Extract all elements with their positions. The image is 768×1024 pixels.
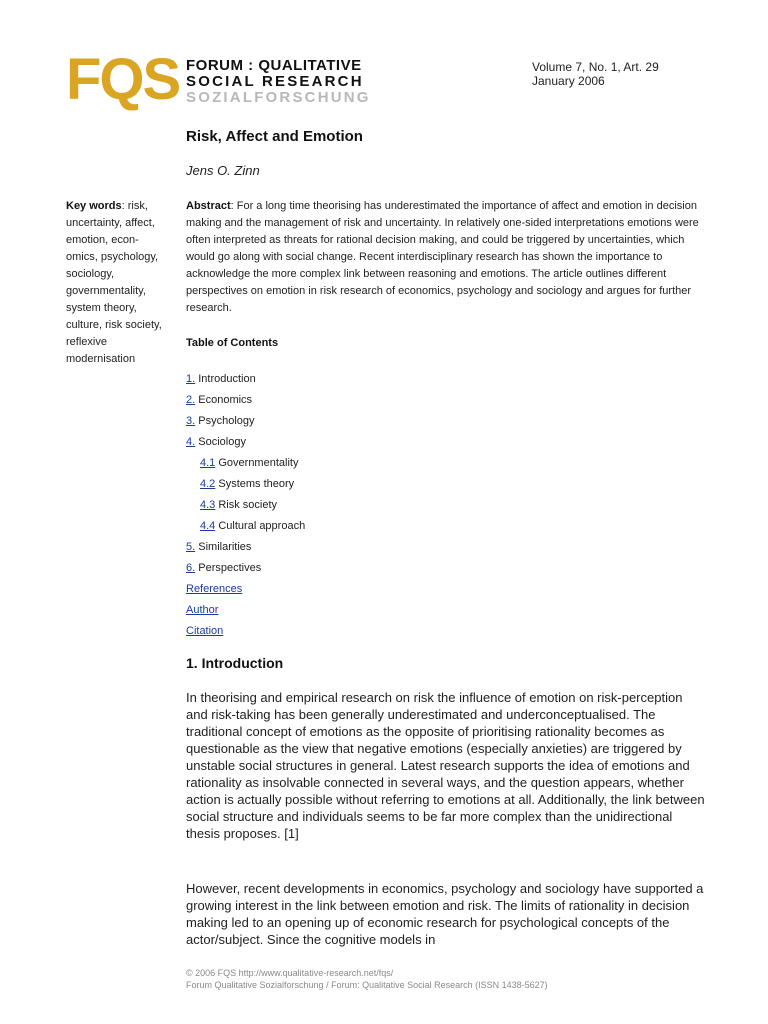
- toc-item-sociology: [186, 434, 305, 455]
- toc-link-3[interactable]: 3.: [186, 415, 196, 427]
- footer-copyright: © 2006 FQS http://www.qualitative-research.net/fqs/: [186, 968, 394, 978]
- citation-link[interactable]: Citation: [186, 625, 224, 637]
- journal-name-line3: SOZIALFORSCHUNG: [186, 89, 371, 106]
- journal-name-line2: SOCIAL RESEARCH: [186, 73, 364, 90]
- toc-link-2[interactable]: 2.: [186, 394, 196, 406]
- toc-item-cultural-approach: [186, 518, 305, 539]
- toc-heading: Table of Contents: [186, 337, 279, 349]
- volume-info: [532, 60, 659, 88]
- toc-item-references: [186, 581, 305, 602]
- toc-label: Perspectives: [198, 562, 262, 574]
- toc-link-4-1[interactable]: 4.1: [200, 457, 216, 469]
- journal-name-line1: FORUM : QUALITATIVE: [186, 57, 362, 74]
- author-link[interactable]: Author: [186, 604, 219, 616]
- toc-link-4-3[interactable]: 4.3: [200, 499, 216, 511]
- toc-item-citation: [186, 623, 305, 644]
- toc-item-risk-society: [186, 497, 305, 518]
- fqs-logo: FQS: [66, 47, 180, 112]
- abstract-label: Abstract: [186, 200, 231, 212]
- toc-item-perspectives: [186, 560, 305, 581]
- toc-link-4-4[interactable]: 4.4: [200, 520, 216, 532]
- keywords-text: : risk, uncertainty, affect, emotion, econ-omics, psychology, sociology, governmentality, system theory, culture, risk society, reflexive modernisation: [66, 200, 162, 365]
- body-paragraph: In theorising and empirical research on risk the influence of emotion on risk-perception and risk-taking has been generally underestimated and underconceptualised. The traditional concept of emotions as the opposite of prioritising rationality becomes as questionable as the view that negative emotions (especially anxieties) are triggered by unstable social structures in general. Latest research supports the idea of emotions and rationality as insolvable connected in several ways, and the question appears, whether action is actually possible without referring to emotions at all. Additionally, the link between social structure and individuals seems to be far more complex than the unidirectional thesis proposes. [1]: [186, 690, 705, 841]
- references-link[interactable]: References: [186, 583, 243, 595]
- toc-item-economics: [186, 392, 305, 413]
- toc-link-4[interactable]: 4.: [186, 436, 196, 448]
- page-footer: [186, 967, 548, 991]
- toc-label: Systems theory: [218, 478, 295, 490]
- toc-link-1[interactable]: 1.: [186, 373, 196, 385]
- toc-label: Economics: [198, 394, 253, 406]
- toc-item-introduction: [186, 371, 305, 392]
- abstract-block: [186, 198, 708, 317]
- toc-link-6[interactable]: 6.: [186, 562, 196, 574]
- abstract-text: : For a long time theorising has underestimated the importance of affect and emotion in decision making and the management of risk and uncertainty. In relatively one-sided interpretations emotions were often interpreted as threats for rational decision making, and could be triggered by uncertainties, which would go along with social change. Recent interdisciplinary research has shown the importance to acknowledge the more complex link between reasoning and emotions. The article outlines different perspectives on emotion in risk research of economics, psychology and sociology and argues for further research.: [186, 200, 699, 314]
- table-of-contents: [186, 371, 305, 644]
- toc-item-similarities: [186, 539, 305, 560]
- toc-link-5[interactable]: 5.: [186, 541, 196, 553]
- toc-label: Introduction: [198, 373, 256, 385]
- volume-number: Volume 7, No. 1, Art. 29: [532, 60, 659, 74]
- toc-item-psychology: [186, 413, 305, 434]
- journal-name: [186, 58, 371, 106]
- toc-label: Sociology: [198, 436, 246, 448]
- keywords-label: Key words: [66, 200, 122, 212]
- footer-journal: Forum Qualitative Sozialforschung / Forum: Qualitative Social Research (ISSN 1438-5627): [186, 980, 548, 990]
- toc-label: Cultural approach: [218, 520, 306, 532]
- section-heading-introduction: 1. Introduction: [186, 655, 284, 671]
- toc-item-systems-theory: [186, 476, 305, 497]
- toc-label: Risk society: [218, 499, 278, 511]
- toc-item-author: [186, 602, 305, 623]
- toc-label: Governmentality: [218, 457, 299, 469]
- body-paragraph: However, recent developments in economics, psychology and sociology have supported a growing interest in the link between emotion and risk. The limits of rationality in decision making led to an opening up of economic research for psychological concepts of the actor/subject. Since the cognitive models in: [186, 881, 704, 947]
- toc-link-4-2[interactable]: 4.2: [200, 478, 216, 490]
- publication-date: January 2006: [532, 74, 605, 88]
- toc-label: Similarities: [198, 541, 252, 553]
- article-title: Risk, Affect and Emotion: [186, 128, 363, 145]
- toc-item-governmentality: [186, 455, 305, 476]
- article-author: Jens O. Zinn: [186, 163, 260, 178]
- keywords-block: [66, 198, 166, 368]
- toc-label: Psychology: [198, 415, 255, 427]
